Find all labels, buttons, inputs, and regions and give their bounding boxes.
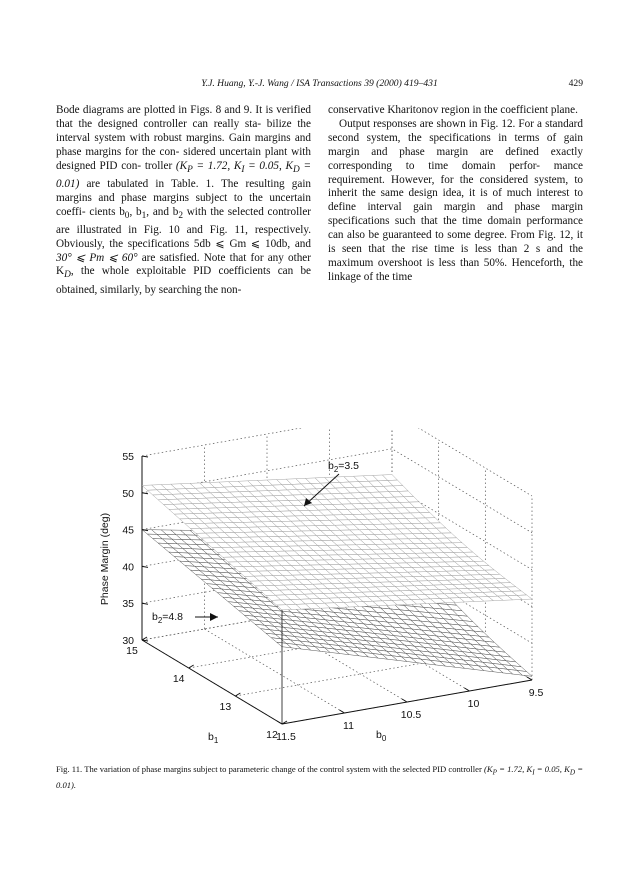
label-b2-4.8: $b_2=4.8$ <box>152 611 184 625</box>
z-tick <box>142 493 148 494</box>
z-tick <box>142 603 148 604</box>
text-line: are <box>86 177 101 190</box>
coefficients-text: cients $b_0$, $b_1$, and $b_2$ with the selected controller are <box>56 205 312 236</box>
b1-tick-label: 14 <box>172 673 185 685</box>
arrow-b2-4.8 <box>195 613 218 621</box>
text-line: illustrated in Fig. 10 and Fig. 11, respectively. <box>76 223 311 236</box>
z-tick <box>142 566 148 567</box>
z-tick-label: 30 <box>122 635 134 647</box>
b1-tick <box>189 665 194 668</box>
b0-tick <box>277 721 282 724</box>
text-line: verified that the designed controller can really sta- <box>56 104 312 130</box>
text-line: are satisfied. Note that for any <box>141 251 284 264</box>
z-tick <box>142 456 148 457</box>
text-line: can be obtained, similarly, by searching the non- <box>56 265 312 296</box>
b0-tick <box>527 677 532 680</box>
equation-ki: $K_I = 0.05$, <box>233 159 282 175</box>
text-line: troller <box>144 159 173 172</box>
text-line: Bode diagrams are plotted in Figs. 8 and 9. It is <box>56 104 273 116</box>
right-column <box>328 104 583 285</box>
z-axis-label: Phase Margin (deg) <box>99 512 111 606</box>
running-header <box>56 78 583 92</box>
b1-tick-label: 13 <box>219 701 232 713</box>
right-paragraph-2: Output responses are shown in Fig. 12. For a standard second system, the specifications in terms of gain margin and phase margin are defined exactly corresponding to time domain perfor- mance requirement. However, for the considered system, to inherit the same design idea, it is of much interest to define interval gain margin and phase margin specifications such that the time domain performance can also be guaranteed to some degree. From Fig. 12, it is seen that the rise time is less than 2 s and the maximum overshoot is less than 50%. Henceforth, the linkage of the time <box>328 117 584 283</box>
b0-tick <box>340 710 345 713</box>
b1-tick-label: 15 <box>126 645 138 657</box>
text-line: tabulated in Table. 1. The resulting gain margins <box>56 177 312 204</box>
b0-tick <box>402 699 407 702</box>
left-column <box>56 104 311 297</box>
z-tick-label: 50 <box>122 487 134 500</box>
z-tick-label: 45 <box>122 524 134 537</box>
text-line: 30° ⩽ Pm ⩽ 60° <box>56 251 138 264</box>
text-line: and phase margins subject to the uncertain coeffi- <box>56 191 311 218</box>
b1-tick <box>235 693 240 696</box>
equation-kp: ($K_P = 1.72$, <box>175 159 231 175</box>
b1-axis-label: $b_1$ <box>208 731 219 745</box>
equation-kd: $K_D = 0.01$) <box>56 159 311 190</box>
b0-tick-label: 9.5 <box>528 687 544 699</box>
b0-tick-label: 11.5 <box>276 731 296 743</box>
b0-tick <box>465 688 470 691</box>
b1-axis <box>142 640 282 724</box>
b1-tick-label: 12 <box>266 729 278 741</box>
b0-tick-label: 11 <box>343 720 354 732</box>
b0-tick-label: 10 <box>467 698 480 710</box>
z-tick-label: 55 <box>122 451 134 463</box>
left-paragraph <box>56 104 311 297</box>
b0-axis-label: $b_0$ <box>376 729 387 743</box>
kd-text: other $K_D$, the whole exploitable PID coefficients <box>56 251 311 281</box>
text-line: Obviously, the specifications 5db ⩽ Gm ⩽ 10db, and <box>56 237 311 250</box>
running-title: Y.J. Huang, Y.-J. Wang / ISA Transactions 39 (2000) 419–431 <box>201 78 438 89</box>
z-tick-label: 35 <box>122 598 134 611</box>
text-line: bilize the interval system with robust margins. <box>56 117 311 144</box>
figure-caption: Fig. 11. The variation of phase margins subject to parameteric change of the control system with the selected PID controller ($K_P = 1.72$, $K_I = 0.05$, $K_D = 0.01$). <box>56 764 584 790</box>
label-b2-3.5: $b_2=3.5$ <box>328 460 360 474</box>
text-line: Gain margins and phase margins for the con- <box>56 131 311 158</box>
page-number: 429 <box>568 78 583 89</box>
b0-tick-label: 10.5 <box>400 709 422 721</box>
right-paragraph-1: conservative Kharitonov region in the coefficient plane. <box>328 104 578 116</box>
text-line: sidered uncertain plant with designed PID con- <box>56 145 312 172</box>
z-tick-label: 40 <box>122 561 134 574</box>
phase-margin-surface-plot <box>92 428 562 758</box>
